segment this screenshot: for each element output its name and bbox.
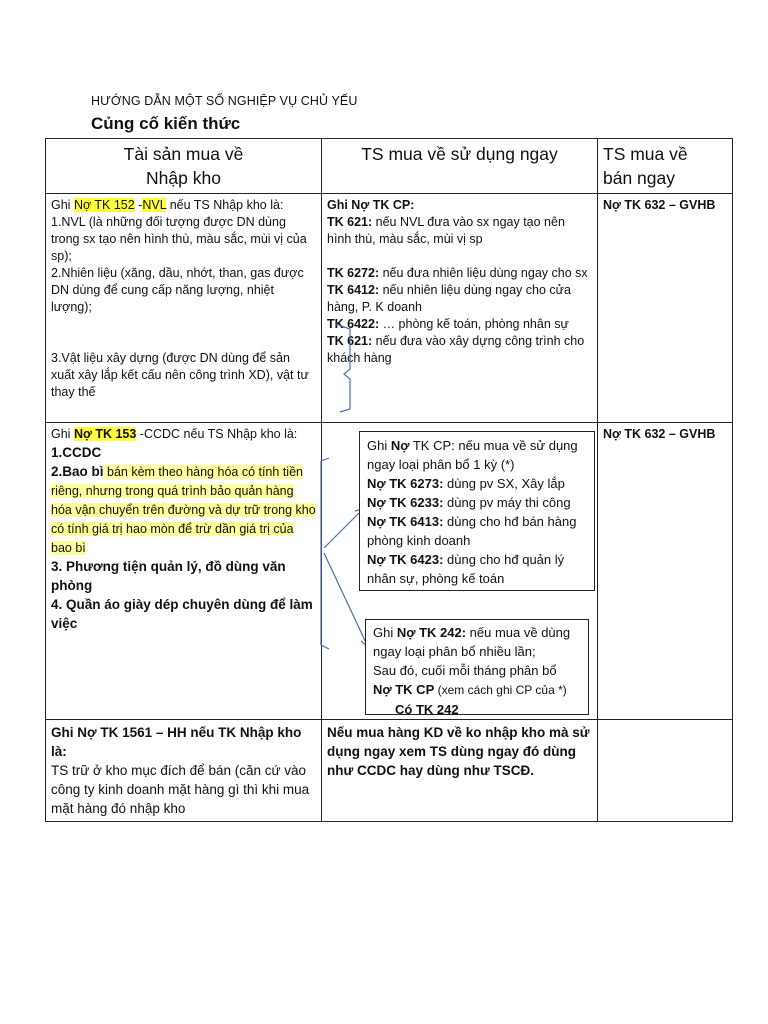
tk152-item-1: 1.NVL (là những đối tượng được DN dùng trong sx tạo nên hình thù, màu sắc, mùi vị của sp); <box>51 215 307 263</box>
tk1561-use-now-cell: Nếu mua hàng KD về ko nhập kho mà sử dụng ngay xem TS dùng ngay đó dùng như CCDC hay dùng như TSCĐ. <box>322 720 598 822</box>
header-sell-now: TS mua về bán ngay <box>598 139 733 194</box>
tk152-use-now-cell <box>322 194 598 423</box>
tk152-title: Ghi Nợ TK 152 -NVL nếu TS Nhập kho là: <box>51 198 284 212</box>
tk1561-title: Ghi Nợ TK 1561 – HH nếu TK Nhập kho là: <box>51 725 302 759</box>
row-tk152 <box>46 194 733 423</box>
tk153-item-3: 3. Phương tiện quản lý, đồ dùng văn phòng <box>51 559 286 593</box>
row-tk1561 <box>46 720 733 822</box>
tk152-cp-line-1: TK 621: nếu NVL đưa vào sx ngay tạo nên hình thù, màu sắc, mùi vị sp <box>327 215 565 246</box>
tk153-item-4: 4. Quần áo giày dép chuyên dùng để làm việc <box>51 597 313 631</box>
tk1561-text: TS trữ ở kho mục đích để bán (căn cứ vào công ty kinh doanh mặt hàng gì thì khi mua mặt hàng đó nhập kho <box>51 763 310 816</box>
tk152-sell-now-cell: Nợ TK 632 – GVHB <box>598 194 733 423</box>
page-heading: HƯỚNG DẪN MỘT SỐ NGHIỆP VỤ CHỦ YẾU <box>91 94 358 108</box>
tk1561-sell-now-cell <box>598 720 733 822</box>
header-stock-in: Tài sản mua về Nhập kho <box>46 139 322 194</box>
tk242-multi-period-box: Ghi Nợ TK 242: nếu mua về dùng ngay loại phân bổ nhiều lần; Sau đó, cuối mỗi tháng phân bổ Nợ TK CP (xem cách ghi CP của *) Có TK 242 <box>365 619 589 715</box>
tk152-cp-title: Ghi Nợ TK CP: <box>327 198 415 212</box>
tk152-cp-line-2: TK 6272: nếu đưa nhiên liệu dùng ngay cho sx <box>327 266 588 280</box>
tk153-sell-now-cell: Nợ TK 632 – GVHB <box>598 423 733 720</box>
guide-table <box>45 138 733 822</box>
tk152-item-2: 2.Nhiên liệu (xăng, dầu, nhớt, than, gas được DN dùng để cung cấp năng lượng, nhiệt lượng); <box>51 266 304 314</box>
tk153-title: Ghi Nợ TK 153 -CCDC nếu TS Nhập kho là: <box>51 427 298 441</box>
row-tk153 <box>46 423 733 720</box>
header-row <box>46 139 733 194</box>
tk153-item-2: 2.Bao bì bán kèm theo hàng hóa có tính tiền riêng, nhưng trong quá trình bảo quản hàng hóa vận chuyển trên đường và dự trữ trong kho có tính giá trị hao mòn để trừ dần giá trị của bao bì <box>51 464 316 555</box>
tk153-item-1: 1.CCDC <box>51 445 102 460</box>
tk152-cp-line-5: TK 621: nếu đưa vào xây dựng công trình cho khách hàng <box>327 334 585 365</box>
tk152-cp-line-4: TK 6422: … phòng kế toán, phòng nhân sự <box>327 317 569 331</box>
tk153-use-now-cell <box>322 423 598 720</box>
page-subheading: Củng cố kiến thức <box>91 114 241 133</box>
tk153-stock-in-cell <box>46 423 322 720</box>
tk152-cp-line-3: TK 6412: nếu nhiên liệu dùng ngay cho cửa hàng, P. K doanh <box>327 283 571 314</box>
tk152-stock-in-cell <box>46 194 322 423</box>
tk152-item-3: 3.Vật liệu xây dựng (được DN dùng để sản xuất xây lắp kết cấu nên công trình XD), vật tư thay thế <box>51 351 309 399</box>
tk-cp-one-period-box: Ghi Nợ TK CP: nếu mua về sử dụng ngay loại phân bổ 1 kỳ (*) Nợ TK 6273: dùng pv SX, Xây lắp Nợ TK 6233: dùng pv máy thi công Nợ TK 6413: dùng cho hđ bán hàng phòng kinh doanh Nợ TK 6423: dùng cho hđ quản lý nhân sự, phòng kế toán <box>359 431 595 591</box>
tk1561-stock-in-cell <box>46 720 322 822</box>
header-use-now: TS mua về sử dụng ngay <box>322 139 598 194</box>
